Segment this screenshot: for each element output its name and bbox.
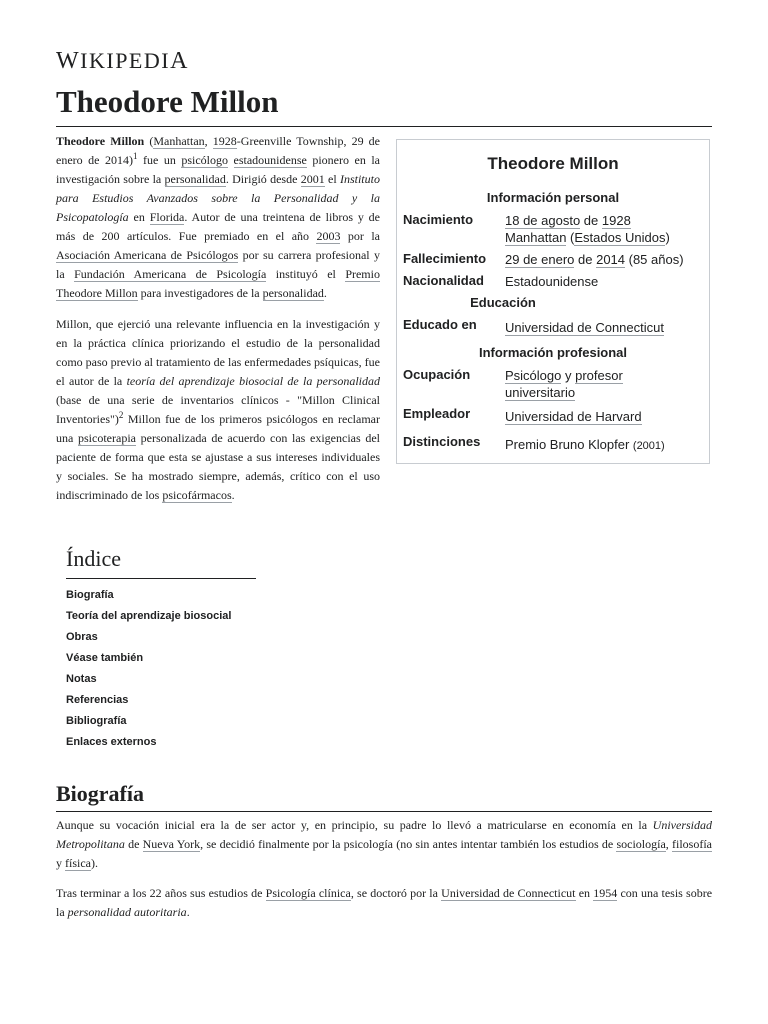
value-empleador bbox=[505, 408, 705, 425]
value-fallecimiento: 29 de enero de 2014 (85 años) bbox=[505, 252, 684, 267]
value-nacionalidad: Estadounidense bbox=[505, 274, 599, 289]
toc-item-biografia[interactable]: Biografía bbox=[66, 589, 114, 601]
link-florida[interactable]: Florida bbox=[149, 210, 185, 224]
toc-title: Índice bbox=[66, 546, 256, 579]
link-personalidad-2[interactable]: personalidad bbox=[262, 286, 324, 300]
section-heading-biografia: Biografía bbox=[56, 781, 712, 812]
link-psicofarmacos[interactable]: psicofármacos bbox=[162, 488, 232, 502]
value-educado-en bbox=[505, 319, 705, 336]
link-personalidad[interactable]: personalidad bbox=[164, 172, 226, 186]
link-filosofia[interactable]: filosofía bbox=[672, 837, 713, 851]
link-psicologo-ocupacion[interactable]: Psicólogo bbox=[505, 368, 562, 383]
link-2001[interactable]: 2001 bbox=[300, 172, 325, 186]
link-birth-country[interactable]: Estados Unidos bbox=[574, 230, 666, 245]
link-estadounidense[interactable]: estadounidense bbox=[233, 153, 307, 167]
infobox-title: Theodore Millon bbox=[487, 154, 619, 173]
toc-item-obras[interactable]: Obras bbox=[66, 631, 98, 643]
value-distinciones: Premio Bruno Klopfer (2001) bbox=[505, 437, 665, 452]
link-manhattan[interactable]: Manhattan bbox=[153, 134, 205, 148]
link-1928[interactable]: 1928 bbox=[212, 134, 237, 148]
toc-item-enlaces-externos[interactable]: Enlaces externos bbox=[66, 736, 157, 748]
link-psicologo[interactable]: psicólogo bbox=[181, 153, 228, 167]
infobox-header-educacion: Educación bbox=[470, 295, 536, 310]
value-nacimiento: 18 de agosto de 1928 Manhattan (Estados Unidos) bbox=[505, 213, 670, 245]
wikipedia-wordmark[interactable]: WIKIPEDIA bbox=[56, 48, 189, 74]
label-distinciones: Distinciones bbox=[403, 434, 481, 449]
ref-2[interactable]: 2 bbox=[118, 410, 124, 420]
label-fallecimiento: Fallecimiento bbox=[403, 251, 487, 266]
link-psicoterapia[interactable]: psicoterapia bbox=[78, 431, 136, 445]
bio-paragraph-2: Tras terminar a los 22 años sus estudios de Psicología clínica, se doctoró por la Universidad de Connecticut en 1954 con una tesis sobre la personalidad autoritaria. bbox=[56, 886, 713, 919]
bio-paragraph-1: Aunque su vocación inicial era la de ser actor y, en principio, su padre lo llevó a matricularse en economía en la Universidad Metropolitana de Nueva York, se decidió finalmente por la psicología (no sin antes intentar también los estudios de sociología, filosofía y física). bbox=[56, 818, 713, 870]
table-of-contents bbox=[66, 546, 256, 753]
value-ocupacion: Psicólogo y profesor universitario bbox=[505, 368, 623, 400]
link-sociologia[interactable]: sociología bbox=[616, 837, 666, 851]
link-fisica[interactable]: física bbox=[65, 856, 91, 870]
link-harvard[interactable]: Universidad de Harvard bbox=[505, 409, 642, 424]
link-death-date[interactable]: 29 de enero bbox=[505, 252, 575, 267]
ref-1[interactable]: 1 bbox=[132, 151, 138, 161]
lead-section bbox=[56, 132, 380, 517]
page-title: Theodore Millon bbox=[56, 84, 712, 127]
infobox-header-personal: Información personal bbox=[486, 190, 620, 205]
biografia-section bbox=[56, 816, 712, 933]
link-fundacion-americana[interactable]: Fundación Americana de Psicología bbox=[74, 267, 267, 281]
label-nacionalidad: Nacionalidad bbox=[403, 273, 484, 288]
link-1954[interactable]: 1954 bbox=[593, 886, 618, 900]
link-uconn[interactable]: Universidad de Connecticut bbox=[505, 320, 664, 335]
link-birth-place[interactable]: Manhattan bbox=[505, 230, 567, 245]
link-premio-millon[interactable]: Premio Theodore Millon bbox=[56, 267, 380, 300]
toc-item-notas[interactable]: Notas bbox=[66, 673, 97, 685]
label-ocupacion: Ocupación bbox=[403, 367, 471, 382]
infobox bbox=[396, 139, 710, 464]
infobox-header-profesional: Información profesional bbox=[478, 345, 628, 360]
link-profesor[interactable]: profesor universitario bbox=[505, 368, 623, 400]
toc-item-bibliografia[interactable]: Bibliografía bbox=[66, 715, 127, 727]
toc-item-vease-tambien[interactable]: Véase también bbox=[66, 652, 144, 664]
toc-item-teoria[interactable]: Teoría del aprendizaje biosocial bbox=[66, 610, 232, 622]
link-death-year[interactable]: 2014 bbox=[596, 252, 626, 267]
link-birth-year[interactable]: 1928 bbox=[601, 213, 631, 228]
link-uconn-bio[interactable]: Universidad de Connecticut bbox=[441, 886, 576, 900]
link-asociacion-americana[interactable]: Asociación Americana de Psicólogos bbox=[56, 248, 239, 262]
link-birth-date[interactable]: 18 de agosto bbox=[505, 213, 581, 228]
link-psicologia-clinica[interactable]: Psicología clínica bbox=[265, 886, 351, 900]
label-nacimiento: Nacimiento bbox=[403, 212, 474, 227]
link-nueva-york[interactable]: Nueva York bbox=[142, 837, 201, 851]
link-2003[interactable]: 2003 bbox=[316, 229, 341, 243]
lead-paragraph-1: Theodore Millon (Manhattan, 1928-Greenville Township, 29 de enero de 2014)$^1$ fue un psicólogo estadounidense pionero en la investigación sobre la personalidad. Dirigió desde 2001 el Instituto para Estudios Avanzados sobre la Personalidad y la Psicopatología en Florida. Autor de una treintena de libros y de más de 200 artículos. Fue premiado en el año 2003 por la Asociación Americana de Psicólogos por su carrera profesional y la Fundación Americana de Psicología instituyó el Premio Theodore Millon para investigadores de la personalidad. bbox=[56, 134, 381, 300]
toc-item-referencias[interactable]: Referencias bbox=[66, 694, 129, 706]
label-educado-en: Educado en bbox=[403, 317, 477, 332]
lead-paragraph-2: Millon, que ejerció una relevante influencia en la investigación y en la práctica clínica priorizando el estudio de la personalidad como paso previo al tratamiento de las enfermedades psíquicas, fue el autor de la teoría del aprendizaje biosocial de la personalidad (base de una serie de inventarios clínicos - "Millon Clinical Inventories")$^2$ Millon fue de los primeros psicólogos en reclamar una psicoterapia personalizada de acuerdo con las exigencias del paciente de forma que esta se ajustase a sus intereses individuales y sociales. Se ha mostrado siempre, además, crítico con el uso indiscriminado de los psicofármacos. bbox=[56, 317, 381, 502]
label-empleador: Empleador bbox=[403, 406, 471, 421]
